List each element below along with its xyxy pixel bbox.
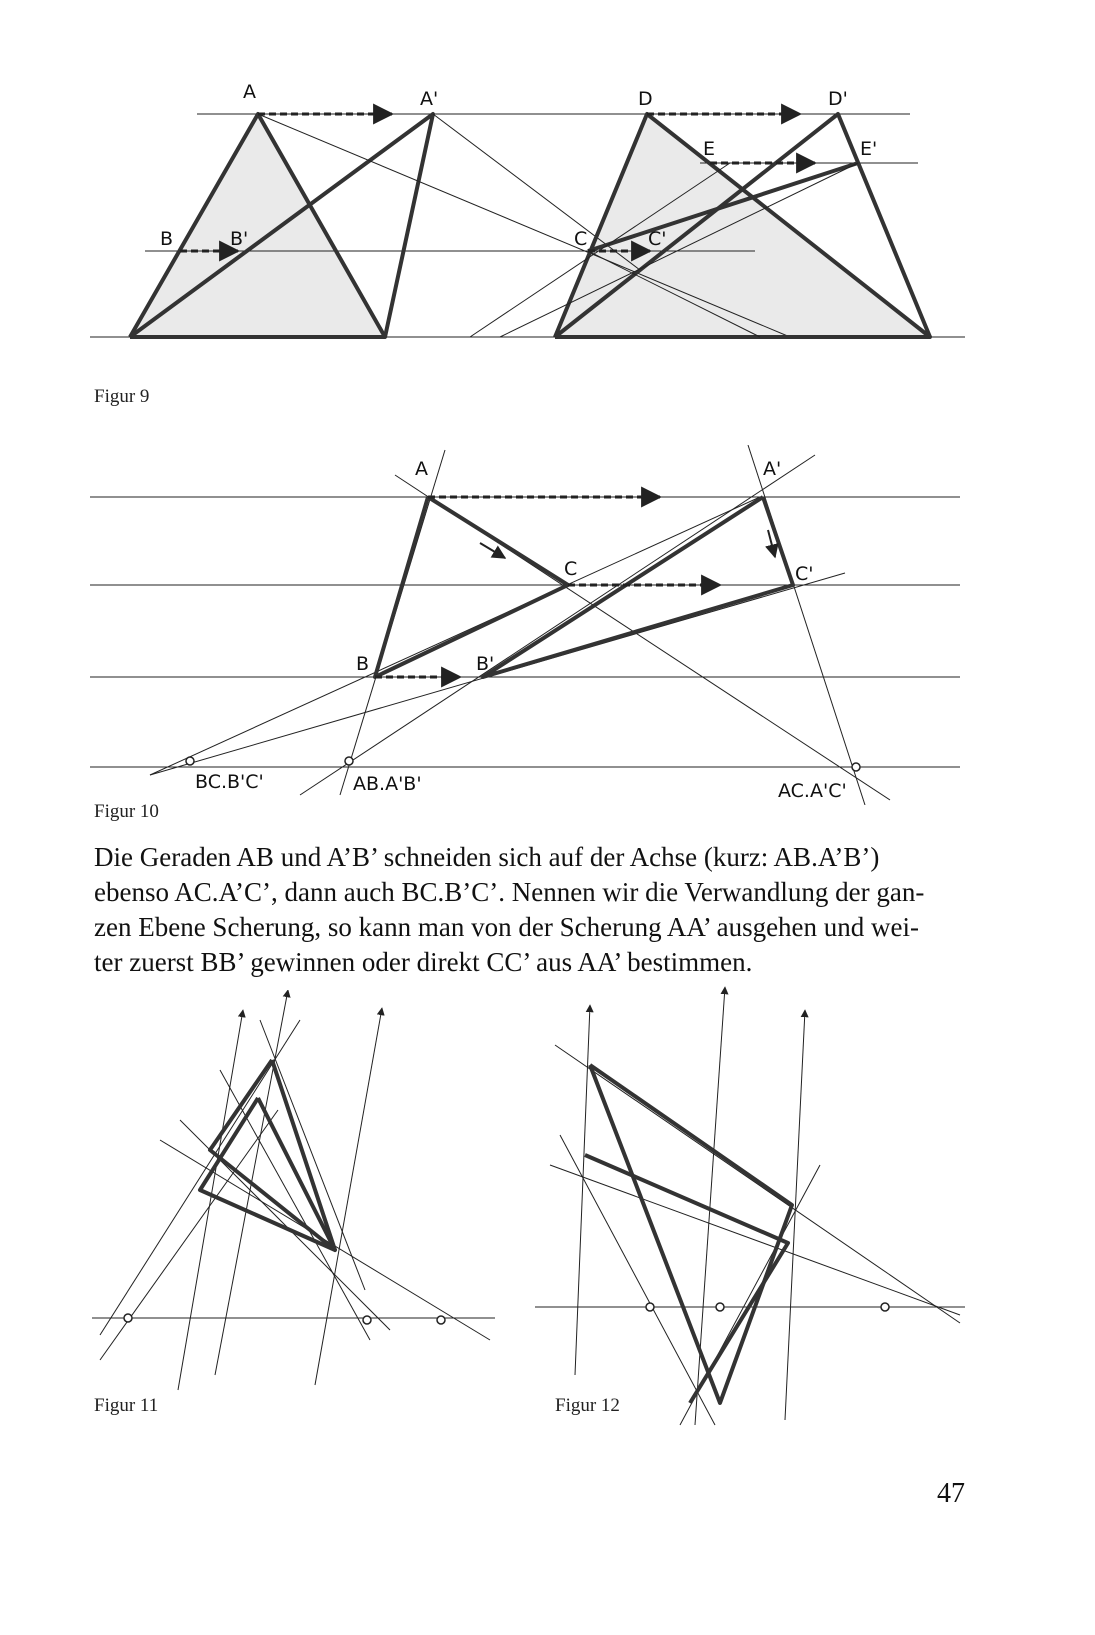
fig10-label-B: B bbox=[356, 653, 370, 675]
page-number: 47 bbox=[937, 1478, 965, 1509]
figure-10-caption: Figur 10 bbox=[94, 801, 159, 822]
fig10-label-C: C bbox=[564, 558, 578, 580]
figure-12-caption: Figur 12 bbox=[555, 1395, 620, 1416]
fig9-label-D: D bbox=[638, 88, 653, 110]
fig10-label-A: A bbox=[415, 458, 428, 480]
fig9-label-E-prime: E' bbox=[860, 138, 878, 160]
body-paragraph bbox=[94, 840, 989, 980]
fig9-label-C-prime: C' bbox=[648, 228, 667, 250]
fig10-label-B-prime: B' bbox=[476, 653, 495, 675]
figure-11-caption: Figur 11 bbox=[94, 1395, 159, 1416]
fig9-label-A: A bbox=[243, 81, 256, 103]
fig9-label-C: C bbox=[574, 228, 588, 250]
fig10-label-AC-AC-prime: AC.A'C' bbox=[778, 780, 847, 802]
fig10-label-AB-AB-prime: AB.A'B' bbox=[353, 773, 422, 795]
paragraph-line-1: Die Geraden AB und A’B’ schneiden sich auf der Achse (kurz: AB.A’B’) bbox=[94, 842, 880, 872]
paragraph-line-4: ter zuerst BB’ gewinnen oder direkt CC’ aus AA’ bestimmen. bbox=[94, 947, 753, 977]
figure-9-caption: Figur 9 bbox=[94, 386, 150, 407]
fig9-label-E: E bbox=[703, 138, 716, 160]
fig9-label-B: B bbox=[160, 228, 174, 250]
figure-10 bbox=[0, 445, 1095, 805]
fig10-label-C-prime: C' bbox=[795, 563, 814, 585]
figure-9 bbox=[0, 60, 1095, 360]
paragraph-line-3: zen Ebene Scherung, so kann man von der Scherung AA’ ausgehen und wei- bbox=[94, 912, 920, 942]
figure-12 bbox=[520, 985, 1020, 1435]
fig9-label-B-prime: B' bbox=[230, 228, 249, 250]
fig10-label-A-prime: A' bbox=[763, 458, 782, 480]
figure-11 bbox=[0, 990, 520, 1410]
fig10-label-BC-BC-prime: BC.B'C' bbox=[195, 771, 264, 793]
paragraph-line-2: ebenso AC.A’C’, dann auch BC.B’C’. Nennen wir die Verwandlung der gan- bbox=[94, 877, 925, 907]
fig9-label-A-prime: A' bbox=[420, 88, 439, 110]
fig9-label-D-prime: D' bbox=[828, 88, 848, 110]
